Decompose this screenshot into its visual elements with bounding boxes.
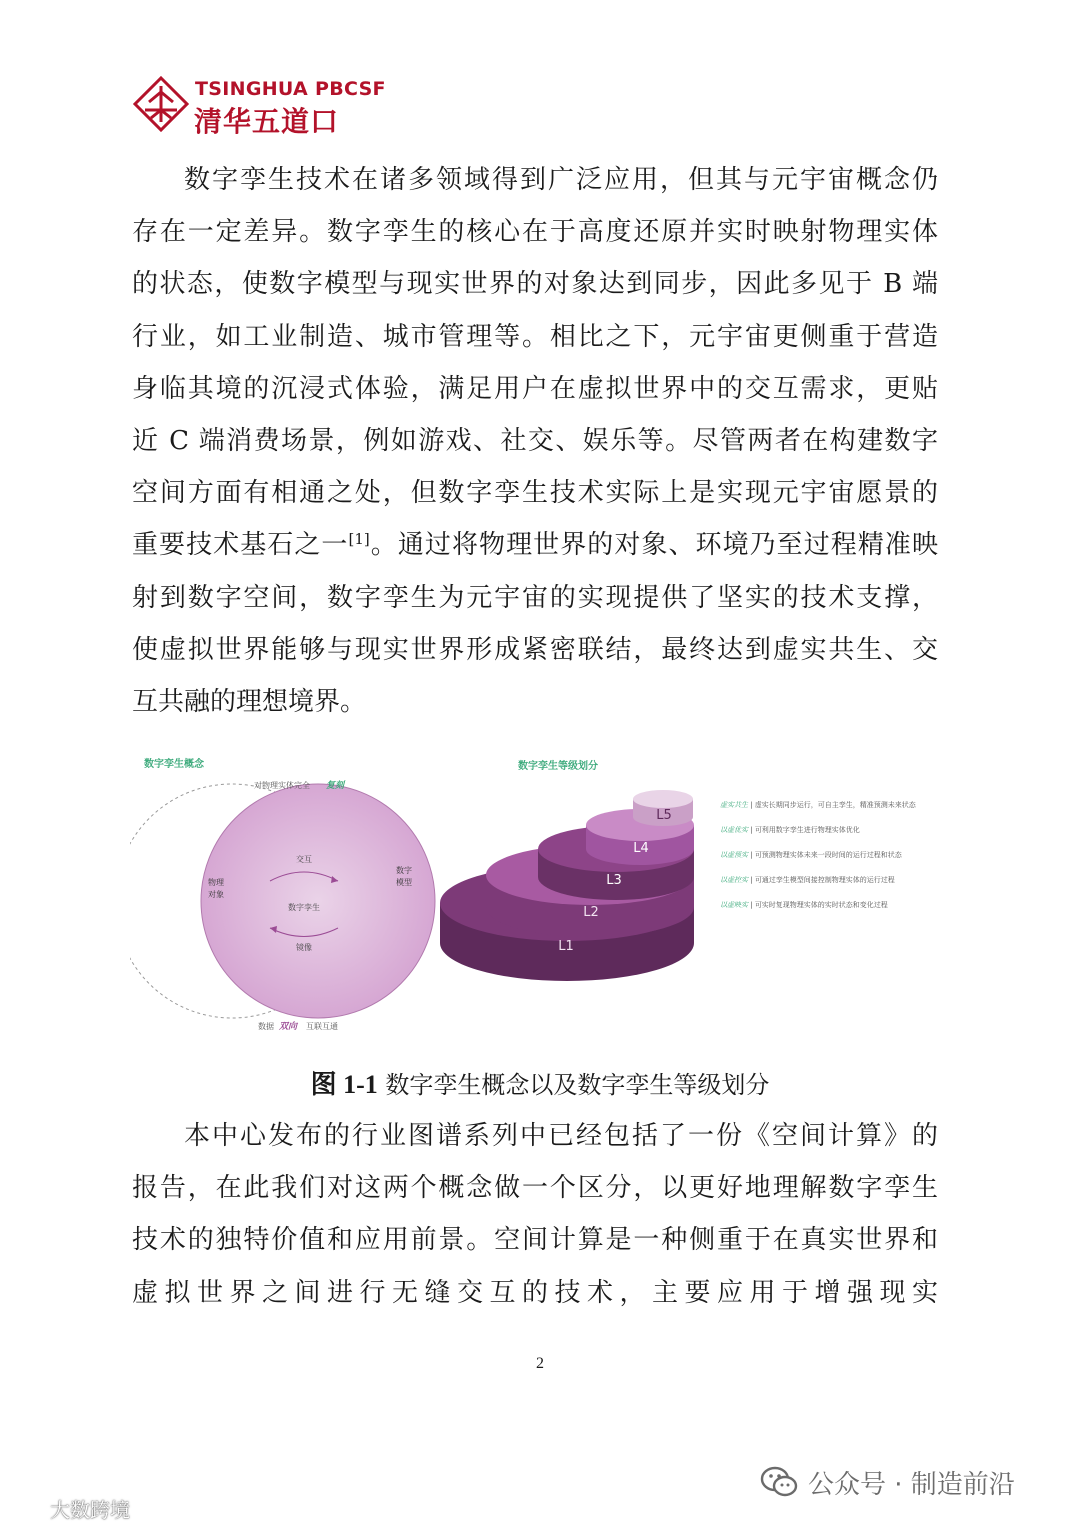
text-line: 的状态，使数字模型与现实世界的对象达到同步，因此多见于 B 端 xyxy=(132,269,938,300)
level-desc-l2: 以虚控实 | 可通过孪生模型间接控制物理实体的运行过程 xyxy=(720,876,895,884)
bottom-label-post: 互联互通 xyxy=(306,1022,338,1031)
text-line: 报告，在此我们对这两个概念做一个区分，以更好地理解数字孪生 xyxy=(132,1173,938,1204)
figure-caption xyxy=(0,1064,1080,1101)
paragraph-2 xyxy=(132,1110,938,1319)
tsinghua-logo-icon xyxy=(133,76,189,132)
caption-label: 图 1-1 xyxy=(310,1070,378,1099)
level-label-l3: L3 xyxy=(606,873,622,888)
top-label: 对物理实体完全 xyxy=(254,781,310,790)
logo-english-text: TSINGHUA PBCSF xyxy=(195,78,386,100)
text-line: 使虚拟世界能够与现实世界形成紧密联结，最终达到虚实共生、交 xyxy=(132,634,938,665)
level-label-l1: L1 xyxy=(558,939,574,954)
text-line: 存在一定差异。数字孪生的核心在于高度还原并实时映射物理实体 xyxy=(132,217,938,248)
center-label: 数字孪生 xyxy=(288,903,320,912)
text-line: 行业，如工业制造、城市管理等。相比之下，元宇宙更侧重于营造 xyxy=(132,321,938,352)
bottom-label-accent: 双向 xyxy=(279,1022,298,1032)
text-line: 身临其境的沉浸式体验，满足用户在虚拟世界中的交互需求，更贴 xyxy=(132,373,938,404)
digital-circle xyxy=(201,784,435,1018)
text-line: 射到数字空间，数字孪生为元宇宙的实现提供了坚实的技术支撑， xyxy=(132,582,938,613)
text-line: 本中心发布的行业图谱系列中已经包括了一份《空间计算》的 xyxy=(184,1121,938,1151)
text-line xyxy=(132,519,938,571)
level-label-l4: L4 xyxy=(633,841,649,856)
reflect-label: 镜像 xyxy=(296,943,312,952)
left-diagram-title: 数字孪生概念 xyxy=(144,759,204,770)
right-diagram-title: 数字孪生等级划分 xyxy=(518,761,598,772)
text-line: 数字孪生技术在诸多领域得到广泛应用，但其与元宇宙概念仍 xyxy=(184,165,938,195)
header-logo xyxy=(133,76,386,138)
top-label-accent: 复刻 xyxy=(326,781,345,791)
page-number: 2 xyxy=(536,1355,544,1372)
level-label-l5: L5 xyxy=(656,808,672,823)
caption-text: 数字孪生概念以及数字孪生等级划分 xyxy=(377,1071,770,1099)
level-desc-l5: 虚实共生 | 虚实长期同步运行，可自主孪生，精准预测未来状态 xyxy=(720,801,916,809)
wechat-watermark-text: 公众号 · 制造前沿 xyxy=(808,1469,1015,1500)
wechat-icon xyxy=(760,1465,798,1499)
level-desc-l1: 以虚映实 | 可实时复现物理实体的实时状态和变化过程 xyxy=(720,901,888,909)
figure-digital-twin xyxy=(130,745,940,1040)
text-line-tail: 。通过将物理世界的对象、环境乃至过程精准映 xyxy=(369,530,938,561)
weibo-icon xyxy=(10,1497,44,1521)
weibo-watermark-text: 大数跨境 xyxy=(50,1498,130,1522)
weibo-watermark xyxy=(10,1494,130,1523)
logo-chinese-text: 清华五道口 xyxy=(194,105,340,138)
level-desc-l3: 以虚预实 | 可预测物理实体未来一段时间的运行过程和状态 xyxy=(720,851,902,859)
text-line: 技术的独特价值和应用前景。空间计算是一种侧重于在真实世界和 xyxy=(132,1225,938,1256)
wechat-watermark xyxy=(760,1462,1015,1502)
text-line: 互共融的理想境界。 xyxy=(132,686,367,717)
level-label-l2: L2 xyxy=(583,905,599,920)
physical-label: 物理对象 xyxy=(208,878,224,899)
bottom-label-pre: 数据 xyxy=(258,1022,274,1031)
text-line-head: 重要技术基石之一 xyxy=(132,530,349,561)
reference-marker: [1] xyxy=(348,530,370,549)
digital-label: 数字模型 xyxy=(396,866,412,887)
level-desc-l4: 以虚优实 | 可利用数字孪生进行物理实体优化 xyxy=(720,826,860,834)
text-line: 虚拟世界之间进行无缝交互的技术，主要应用于增强现实 xyxy=(132,1277,938,1308)
text-line: 空间方面有相通之处，但数字孪生技术实际上是实现元宇宙愿景的 xyxy=(132,478,938,509)
paragraph-1 xyxy=(132,154,938,728)
text-line: 近 C 端消费场景，例如游戏、社交、娱乐等。尽管两者在构建数字 xyxy=(132,425,938,456)
interact-label: 交互 xyxy=(296,855,312,864)
